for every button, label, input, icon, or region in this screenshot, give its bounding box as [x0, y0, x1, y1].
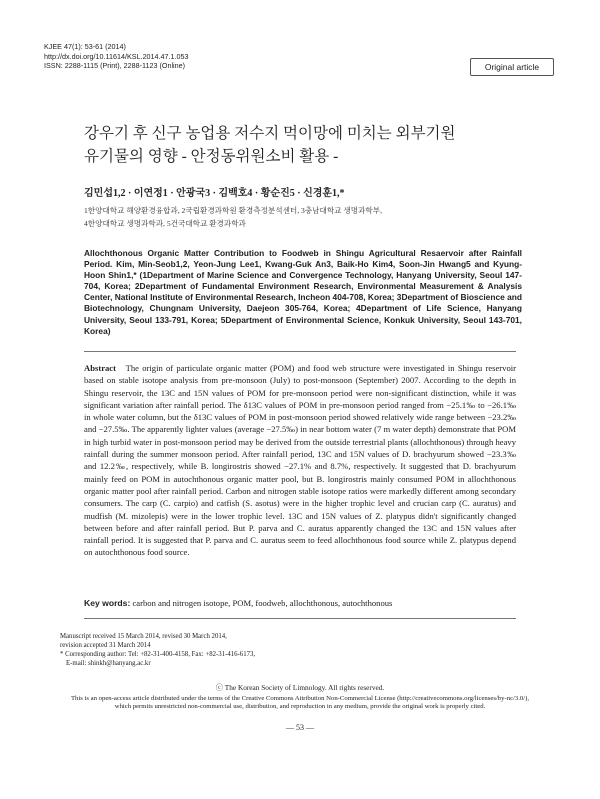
article-type-badge: Original article [470, 58, 554, 76]
korean-title-line-2: 유기물의 영향 - 안정동위원소비 활용 - [84, 148, 339, 165]
abstract-label: Abstract [84, 363, 116, 373]
license-line-1: This is an open-access article distributed under the terms of the Creative Commons Attribution Non-Commercial License (http://creativecommons.org/licenses/by-nc/3.0/), [70, 694, 530, 702]
license-line-2: which permits unrestricted non-commercial use, distribution, and reproduction in any medium, provide the original work is properly cited. [114, 703, 486, 711]
journal-citation: KJEE 47(1): 53-61 (2014) [44, 42, 126, 51]
korean-affiliations-line-2: 4한양대학교 생명과학과, 5건국대학교 환경과학과 [84, 218, 246, 228]
doi-link[interactable]: http://dx.doi.org/10.11614/KSL.2014.47.1.053 [44, 51, 189, 61]
abstract-top-rule [84, 351, 516, 352]
page-number: — 53 — [286, 723, 314, 732]
manuscript-received: Manuscript received 15 March 2014, revised 30 March 2014, [60, 633, 227, 640]
abstract-block [84, 362, 516, 559]
korean-authors: 김민섭1,2 · 이연정1 · 안광국3 · 김백호4 · 황순진5 · 신경훈1,* [84, 188, 345, 199]
journal-meta [44, 42, 189, 71]
license-notice [40, 684, 560, 712]
revision-accepted: revision accepted 31 March 2014 [60, 642, 151, 649]
abstract-bottom-rule [84, 618, 516, 619]
korean-title-line-1: 강우기 후 신구 농업용 저수지 먹이망에 미치는 외부기원 [84, 125, 456, 142]
english-title-and-affiliations: Allochthonous Organic Matter Contribution to Foodweb in Shingu Agricultural Resaervoir after Rainfall Period. Kim, Min-Seob1,2, Yeon-Jung Lee1, Kwang-Guk An3, Baik-Ho Kim4, Soon-Jin Hwang5 and Kyung-Hoon Shin1,* (1Department of Marine Science and Convergence Technology, Hanyang University, Seoul 147-704, Korea; 2Department of Fundamental Environment Research, Environmental Measurement & Analysis Center, National Institute of Environmental Research, Incheon 404-708, Korea; 3Department of Bioscience and Biotechnology, Chungnam University, Daejeon 305-764, Korea; 4Department of Life Science, Hanyang University, Seoul 133-791, Korea; 5Department of Environmental Science, Konkuk University, Seoul 143-701, Korea) [84, 248, 522, 336]
copyright-line: ⓒ The Korean Society of Limnology. All rights reserved. [215, 683, 385, 692]
corresponding-author: * Corresponding author: Tel: +82-31-400-4158, Fax: +82-31-416-6173, [60, 651, 256, 658]
korean-affiliations-line-1: 1한양대학교 해양환경융합과, 2국립환경과학원 환경측정분석센터, 3충남대학교 생명과학부, [84, 206, 382, 215]
issn: ISSN: 2288-1115 (Print), 2288-1123 (Online) [44, 61, 186, 71]
abstract-text: The origin of particulate organic matter (POM) and food web structure were investigated in Shingu reservoir based on stable isotope analysis from pre-monsoon (July) to post-monsoon (September) 2007. According to the depth in Shingu reservoir, the 13C and 15N values of POM for pre-monsoon period were non-significant distinction, while it was significant variation after rainfall period. The δ13C values of POM in pre-monsoon period ranged from −25.1‰ to −26.1‰ in whole water column, but the δ13C values of POM in post-monsoon period showed relatively wide range between −23.2‰ and −27.5‰. The apparently lighter values (average −27.5‰) in near bottom water (7 m water depth) demonstrate that POM in high turbid water in post-monsoon period may be derived from the outside terrestrial plants (allochthonous) through heavy rainfall during the summer monsoon period. After rainfall period, 13C and 15N values of D. brachyurum showed −23.3‰ and 12.2‰, respectively, while B. longirostris showed −27.1% and 8.7%, respectively. It suggested that D. brachyurum mainly feed on POM in autochthonous organic matter pool, but B. longirostris mainly consumed POM in allochthonous organic matter pool after rainfall period. Carbon and nitrogen stable isotope ratios were markedly different among secondary consumers. The carp (C. carpio) and catfish (S. asotus) were in the higher trophic level and crucian carp (C. auratus) and mudfish (M. mizolepis) were in the lower trophic level. 13C and 15N values of Z. platypus didn't significantly changed between before and after rainfall period. But P. parva and C. auratus apparently changed the 13C and 15N values after rainfall period. It is suggested that P. parva and C. auratus seem to feed allochthonous food source while Z. platypus depend on autochthonous food source. [84, 363, 517, 558]
footnotes [60, 632, 255, 668]
keywords-label: Key words: [84, 598, 131, 608]
korean-title [84, 122, 544, 168]
korean-affiliations [84, 205, 544, 230]
keywords [84, 598, 516, 608]
keywords-text: carbon and nitrogen isotope, POM, foodweb, allochthonous, autochthonous [132, 598, 393, 608]
author-email[interactable]: E-mail: shinkh@hanyang.ac.kr [66, 660, 151, 667]
